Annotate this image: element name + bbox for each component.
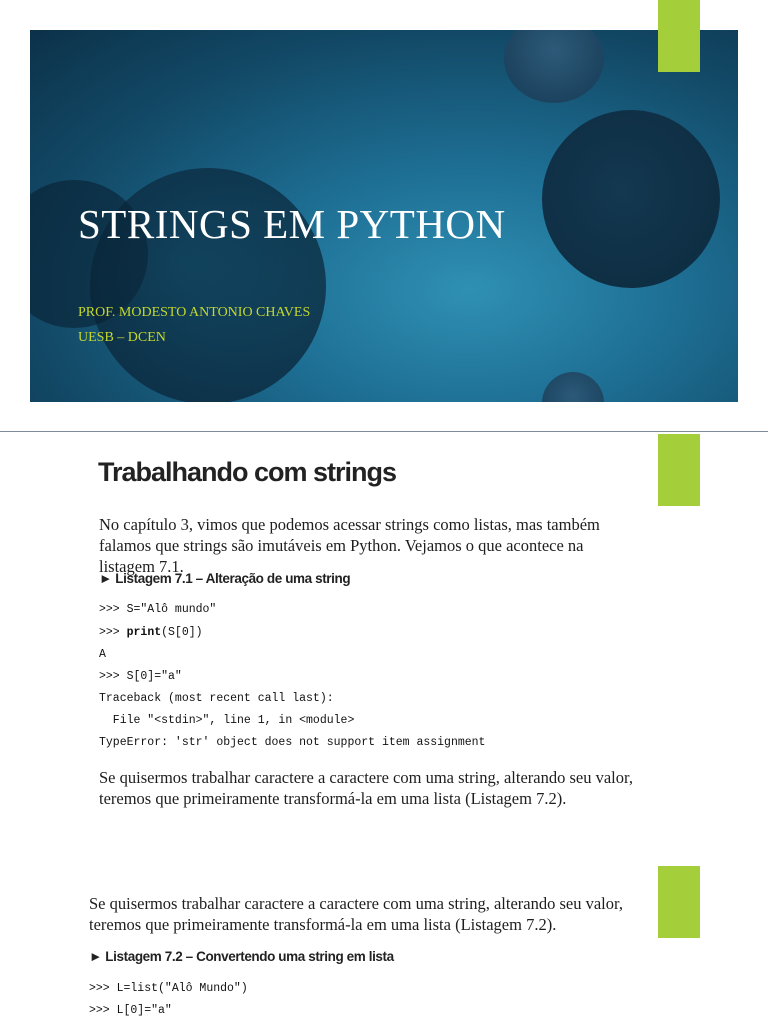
code-line (99, 626, 203, 639)
decorative-circle (542, 372, 604, 402)
outro-paragraph: Se quisermos trabalhar caractere a caractere com uma string, alterando seu valor, teremos que primeiramente transformá-la em uma lista (Listagem 7.2). (99, 768, 633, 808)
accent-bar (658, 866, 700, 938)
author-name: PROF. MODESTO ANTONIO CHAVES (78, 305, 311, 320)
code-line: Traceback (most recent call last): (99, 692, 334, 705)
code-line: >>> L=list("Alô Mundo") (89, 982, 248, 995)
code-keyword: print (126, 626, 162, 639)
slide-divider (0, 431, 768, 432)
listing-title: ► Listagem 7.2 – Convertendo uma string em lista (89, 949, 394, 964)
title-slide (30, 30, 738, 402)
code-prompt: >>> (99, 626, 127, 639)
code-line: >>> S[0]="a" (99, 670, 182, 683)
institution-name: UESB – DCEN (78, 330, 166, 345)
intro-paragraph: Se quisermos trabalhar caractere a caractere com uma string, alterando seu valor, teremos que primeiramente transformá-la em uma lista (Listagem 7.2). (89, 894, 623, 934)
code-line: File "<stdin>", line 1, in <module> (99, 714, 355, 727)
code-line: >>> S="Alô mundo" (99, 603, 217, 616)
code-args: (S[0]) (161, 626, 203, 639)
accent-bar (658, 434, 700, 506)
code-line: TypeError: 'str' object does not support item assignment (99, 736, 486, 749)
decorative-circle (504, 30, 604, 103)
slide-title: STRINGS EM PYTHON (78, 201, 506, 247)
code-line: A (99, 648, 106, 661)
listing-title: ► Listagem 7.1 – Alteração de uma string (99, 571, 351, 586)
intro-paragraph: No capítulo 3, vimos que podemos acessar strings como listas, mas também falamos que strings são imutáveis em Python. Vejamos o que acontece na listagem 7.1. (99, 515, 600, 576)
code-line: >>> L[0]="a" (89, 1004, 172, 1017)
accent-bar (658, 0, 700, 72)
decorative-circle (542, 110, 720, 288)
section-heading: Trabalhando com strings (98, 457, 397, 487)
